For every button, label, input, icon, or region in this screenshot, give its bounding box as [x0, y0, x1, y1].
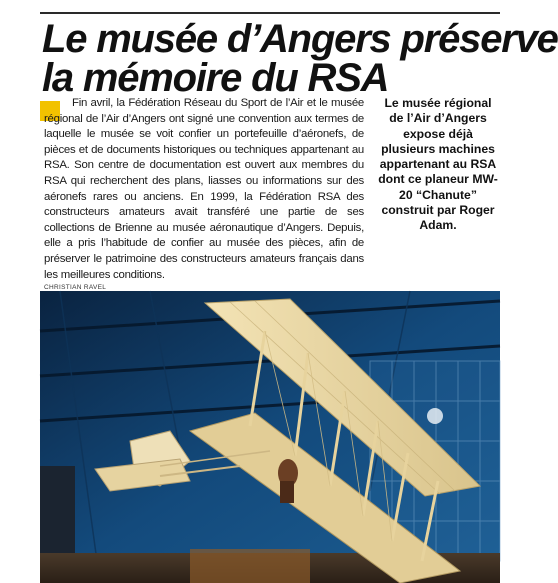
top-rule: [40, 12, 500, 14]
glider-photo: [40, 291, 500, 583]
photo-credit: CHRISTIAN RAVEL: [44, 284, 107, 291]
glider-photo-illustration: [40, 291, 500, 583]
headline-line-1: Le musée d’Angers préserve: [42, 17, 558, 61]
article-body-text: Fin avril, la Fédération Réseau du Sport de l’Air et le musée régional de l’Air d’Angers ont signé une convention aux termes de laquelle le musée se voit confier un portefeuille d’aéronefs, de pièces et de documents historiques ou techniques appartenant au RSA. Son centre de documentation est ouvert aux membres du RSA qui recherchent des plans, liasses ou informations sur des aéronefs rares ou anciens. En 1999, la Fédération RSA des constructeurs amateurs avait transféré une partie de ses collections de Brienne au musée aéronautique d’Angers. Depuis, elle a pris l’habitude de confier au musée des pièces, afin de préserver le patrimoine des constructeurs amateurs français dans les meilleures conditions.: [44, 97, 364, 281]
photo-caption: Le musée régional de l’Air d’Angers expose déjà plusieurs machines appartenant au RSA dont ce planeur MW-20 “Chanute” construit par Roger Adam.: [378, 96, 498, 233]
article-body: [44, 96, 364, 283]
headline-line-2: la mémoire du RSA: [42, 56, 389, 100]
article-headline: [42, 17, 558, 100]
